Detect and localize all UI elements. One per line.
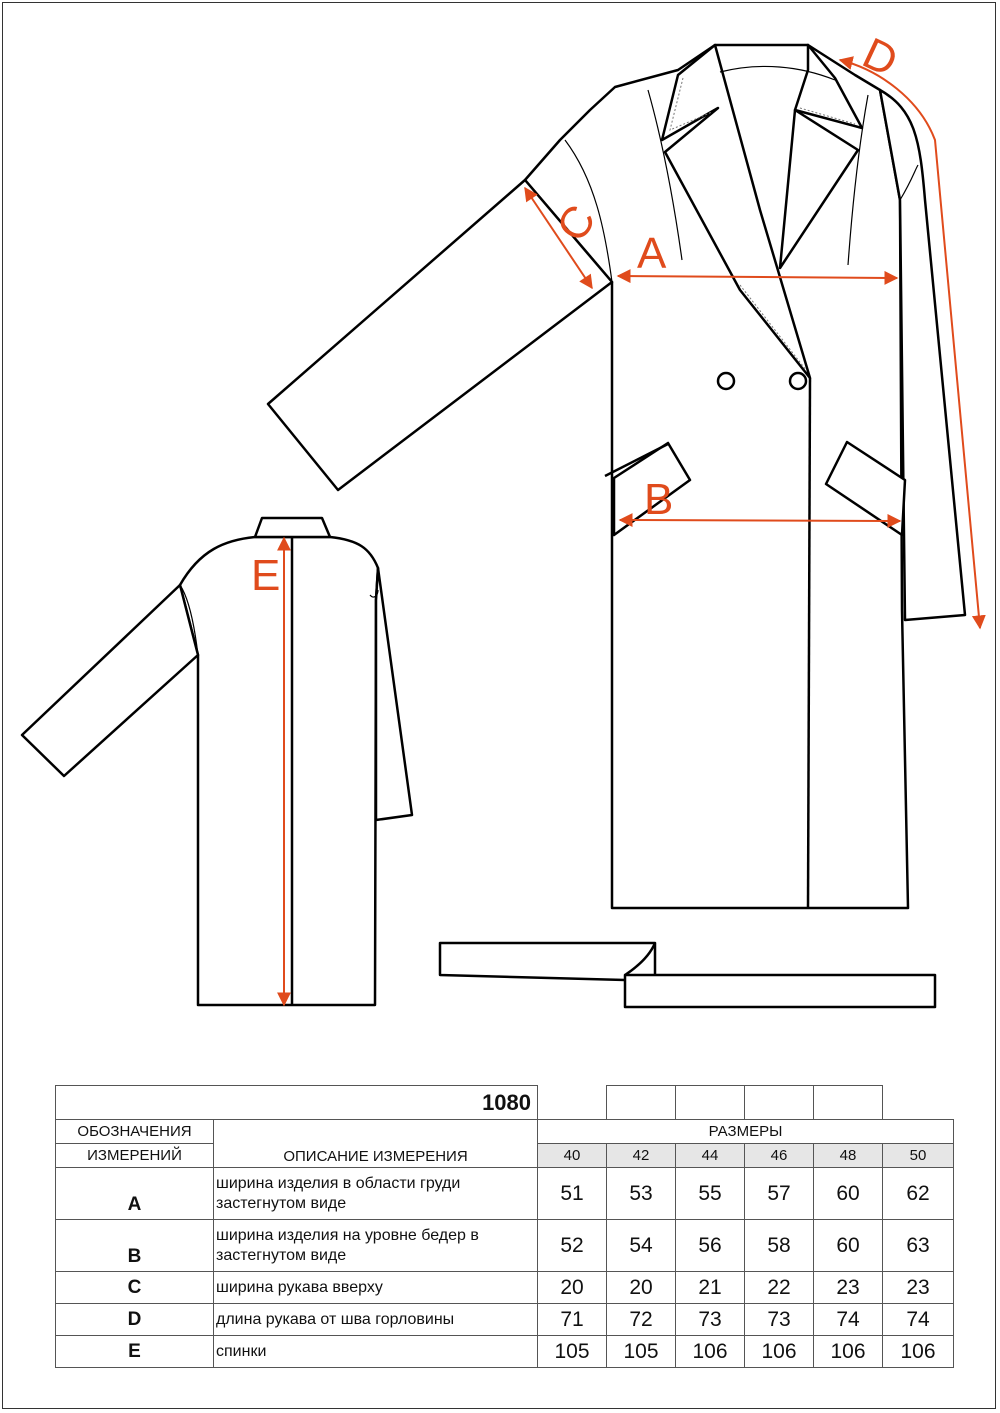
- size-40: 40: [538, 1144, 607, 1168]
- row-code: C: [56, 1272, 214, 1304]
- row-value: 73: [676, 1304, 745, 1336]
- row-value: 60: [814, 1168, 883, 1220]
- dim-D-label: D: [855, 28, 905, 87]
- row-value: 20: [538, 1272, 607, 1304]
- row-code: A: [56, 1168, 214, 1220]
- back-left-sleeve: [22, 585, 198, 776]
- desc-header: ОПИСАНИЕ ИЗМЕРЕНИЯ: [214, 1120, 538, 1168]
- row-value: 106: [883, 1336, 954, 1368]
- row-value: 71: [538, 1304, 607, 1336]
- code-header-line2: ИЗМЕРЕНИЙ: [56, 1144, 214, 1168]
- row-value: 54: [607, 1220, 676, 1272]
- back-right-sleeve: [376, 568, 412, 820]
- row-value: 105: [538, 1336, 607, 1368]
- row-description: спинки: [214, 1336, 538, 1368]
- table-row: [56, 1272, 954, 1304]
- row-code: B: [56, 1220, 214, 1272]
- back-body-outline: [180, 537, 378, 1005]
- table-row: [56, 1220, 954, 1272]
- row-value: 20: [607, 1272, 676, 1304]
- row-value: 106: [676, 1336, 745, 1368]
- size-42: 42: [607, 1144, 676, 1168]
- row-value: 53: [607, 1168, 676, 1220]
- row-value: 105: [607, 1336, 676, 1368]
- row-value: 52: [538, 1220, 607, 1272]
- dim-B-label: B: [644, 475, 674, 524]
- row-description: ширина изделия на уровне бедер в застегнутом виде: [214, 1220, 538, 1272]
- dim-C-label: C: [547, 196, 606, 251]
- row-description: длина рукава от шва горловины: [214, 1304, 538, 1336]
- row-value: 56: [676, 1220, 745, 1272]
- row-value: 72: [607, 1304, 676, 1336]
- row-value: 106: [745, 1336, 814, 1368]
- model-number: 1080: [56, 1086, 538, 1120]
- button-1: [718, 373, 734, 389]
- size-44: 44: [676, 1144, 745, 1168]
- back-collar: [255, 518, 330, 537]
- size-48: 48: [814, 1144, 883, 1168]
- row-description: ширина рукава вверху: [214, 1272, 538, 1304]
- row-value: 63: [883, 1220, 954, 1272]
- back-view: [22, 518, 412, 1005]
- row-value: 106: [814, 1336, 883, 1368]
- table-row: [56, 1336, 954, 1368]
- dim-E-label: E: [251, 551, 281, 600]
- row-value: 74: [814, 1304, 883, 1336]
- row-value: 22: [745, 1272, 814, 1304]
- row-value: 60: [814, 1220, 883, 1272]
- row-value: 55: [676, 1168, 745, 1220]
- row-code: E: [56, 1336, 214, 1368]
- sizes-header: РАЗМЕРЫ: [538, 1120, 954, 1144]
- row-description: ширина изделия в области груди застегнутом виде: [214, 1168, 538, 1220]
- row-value: 57: [745, 1168, 814, 1220]
- row-value: 23: [814, 1272, 883, 1304]
- size-46: 46: [745, 1144, 814, 1168]
- button-2: [790, 373, 806, 389]
- table-row: [56, 1168, 954, 1220]
- row-value: 23: [883, 1272, 954, 1304]
- row-value: 21: [676, 1272, 745, 1304]
- row-code: D: [56, 1304, 214, 1336]
- belt: [440, 943, 935, 1007]
- row-value: 58: [745, 1220, 814, 1272]
- row-value: 73: [745, 1304, 814, 1336]
- dim-A-label: A: [637, 229, 667, 278]
- row-value: 74: [883, 1304, 954, 1336]
- row-value: 51: [538, 1168, 607, 1220]
- row-value: 62: [883, 1168, 954, 1220]
- size-spec-table: [55, 1085, 954, 1368]
- table-row: [56, 1304, 954, 1336]
- code-header-line1: ОБОЗНАЧЕНИЯ: [56, 1120, 214, 1144]
- size-50: 50: [883, 1144, 954, 1168]
